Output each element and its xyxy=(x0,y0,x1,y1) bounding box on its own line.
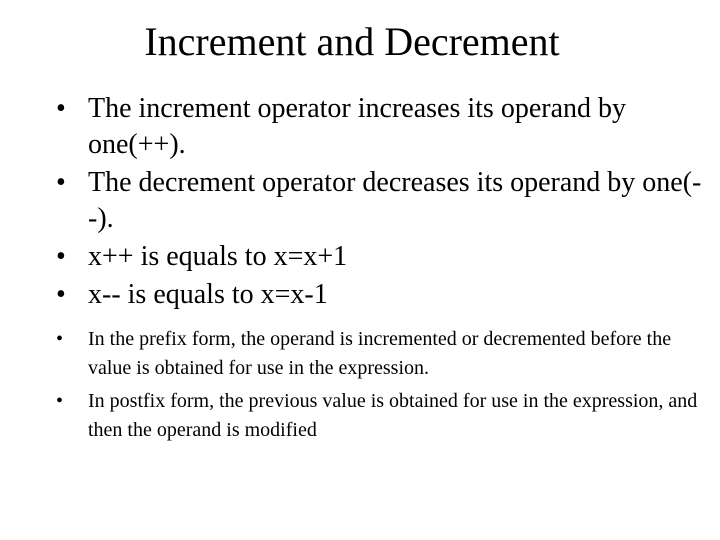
bullet-text: x-- is equals to x=x-1 xyxy=(88,279,328,310)
bullet-item xyxy=(56,277,706,313)
bullet-item xyxy=(56,165,706,237)
bullet-list xyxy=(56,91,706,449)
sub-bullet-item xyxy=(56,325,706,383)
bullet-dot: • xyxy=(56,279,66,310)
bullet-dot: • xyxy=(56,390,64,412)
slide-title: Increment and Decrement xyxy=(144,19,560,64)
sub-bullet-text: In postfix form, the previous value is obtained for use in the expression, and then the operand is modified xyxy=(88,390,698,441)
bullet-text: x++ is equals to x=x+1 xyxy=(88,241,348,272)
sub-bullet-text: In the prefix form, the operand is incremented or decremented before the value is obtained for use in the expression. xyxy=(88,328,672,379)
bullet-text: The increment operator increases its operand by one(++). xyxy=(88,93,627,160)
bullet-dot: • xyxy=(56,93,66,124)
bullet-item xyxy=(56,91,706,163)
bullet-item xyxy=(56,239,706,275)
bullet-text: The decrement operator decreases its operand by one(--). xyxy=(88,167,702,234)
bullet-gap xyxy=(56,315,706,325)
bullet-dot: • xyxy=(56,241,66,272)
bullet-dot: • xyxy=(56,328,64,350)
bullet-dot: • xyxy=(56,167,66,198)
sub-bullet-item xyxy=(56,387,706,445)
